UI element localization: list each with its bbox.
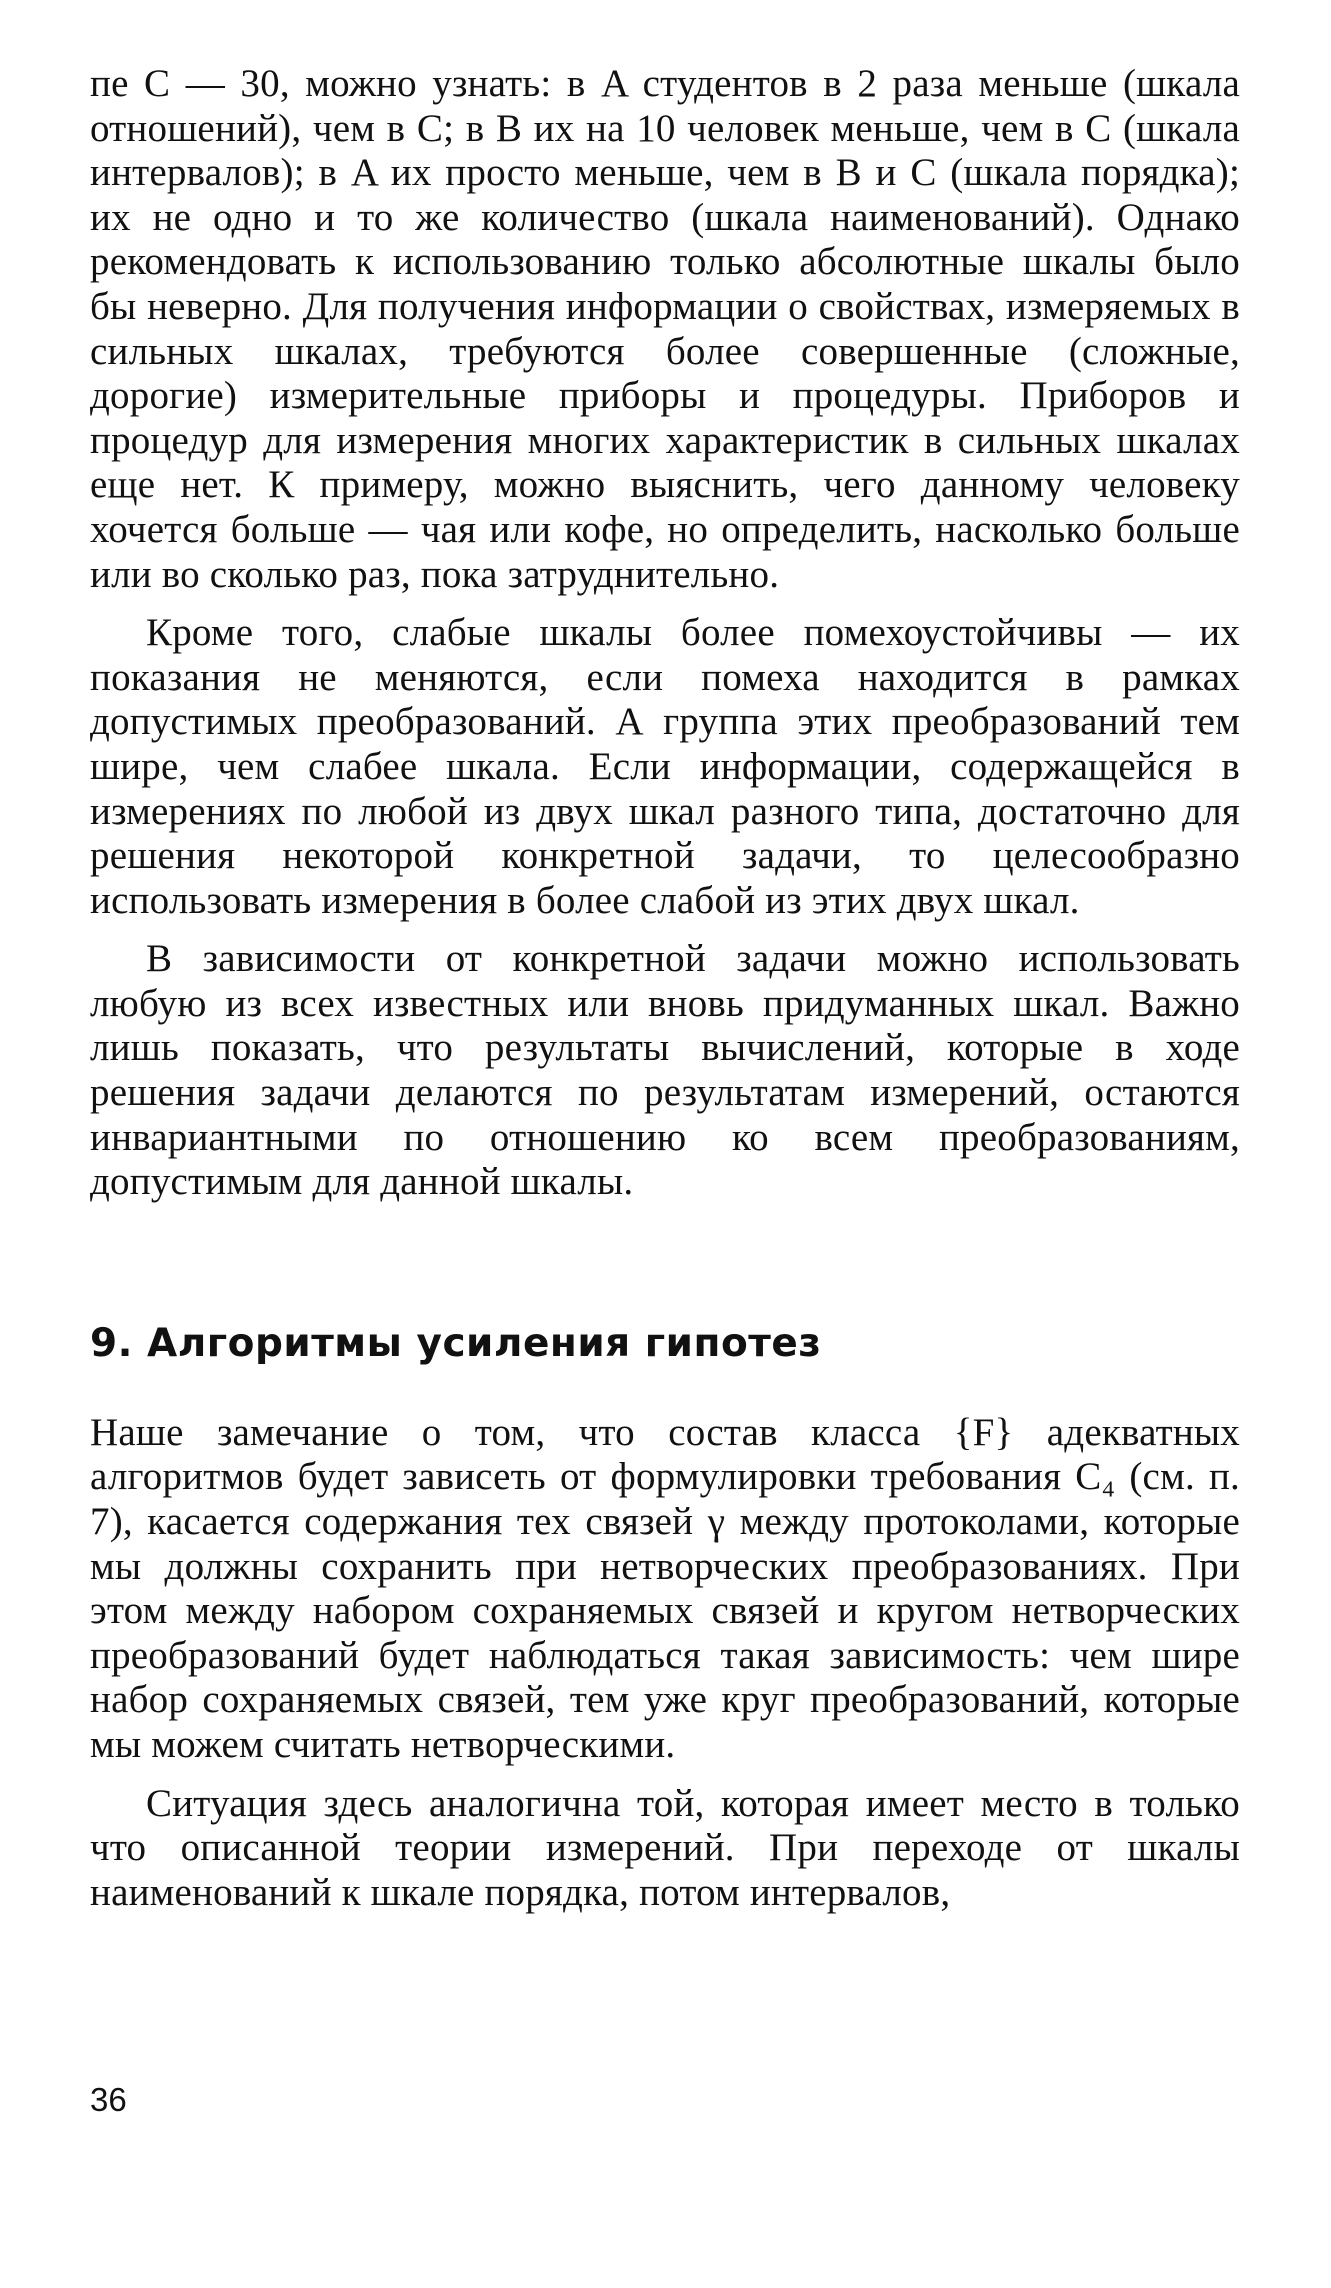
paragraph-scale-choice: В зависимости от конкретной задачи можно использовать любую из всех известных или вновь придуманных шкал. Важно лишь показать, что результаты вычислений, которые в ходе решения задачи делаются по результатам измерений, остаются инвариантными по отношению ко всем преобразованиям, допустимым для данной шкалы. xyxy=(90,937,1240,1204)
paragraph-weak-scales-robustness: Кроме того, слабые шкалы более помехоустойчивы — их показания не меняются, если помеха находится в рамках допустимых преобразований. А группа этих преобразований тем шире, чем слабее шкала. Если информации, содержащейся в измерениях по любой из двух шкал разного типа, достаточно для решения некоторой конкретной задачи, то целесообразно использовать измерения в более слабой из этих двух шкал. xyxy=(90,611,1240,922)
page-content xyxy=(90,62,1240,1915)
paragraph-adequate-algorithms: Наше замечание о том, что состав класса {F} адекватных алгоритмов будет зависеть от формулировки требования C₄ (см. п. 7), касается содержания тех связей γ между протоколами, которые мы должны сохранить при нетворческих преобразованиях. При этом между набором сохраняемых связей и кругом нетворческих преобразований будет наблюдаться такая зависимость: чем шире набор сохраняемых связей, тем уже круг преобразований, которые мы можем считать нетворческими. xyxy=(90,1410,1240,1766)
page-number: 36 xyxy=(90,2081,127,2118)
section-heading: 9. Алгоритмы усиления гипотез xyxy=(90,1320,822,1366)
paragraph-measurement-analogy: Ситуация здесь аналогична той, которая имеет место в только что описанной теории измерений. При переходе от шкалы наименований к шкале порядка, потом интервалов, xyxy=(90,1781,1240,1914)
paragraph-scales-comparison: пе C — 30, можно узнать: в A студентов в 2 раза меньше (шкала отношений), чем в C; в B их на 10 человек меньше, чем в C (шкала интервалов); в A их просто меньше, чем в B и C (шкала порядка); их не одно и то же количество (шкала наименований). Однако рекомендовать к использованию только абсолютные шкалы было бы неверно. Для получения информации о свойствах, измеряемых в сильных шкалах, требуются более совершенные (сложные, дорогие) измерительные приборы и процедуры. Приборов и процедур для измерения многих характеристик в сильных шкалах еще нет. К примеру, можно выяснить, чего данному человеку хочется больше — чая или кофе, но определить, насколько больше или во сколько раз, пока затруднительно. xyxy=(90,62,1240,596)
